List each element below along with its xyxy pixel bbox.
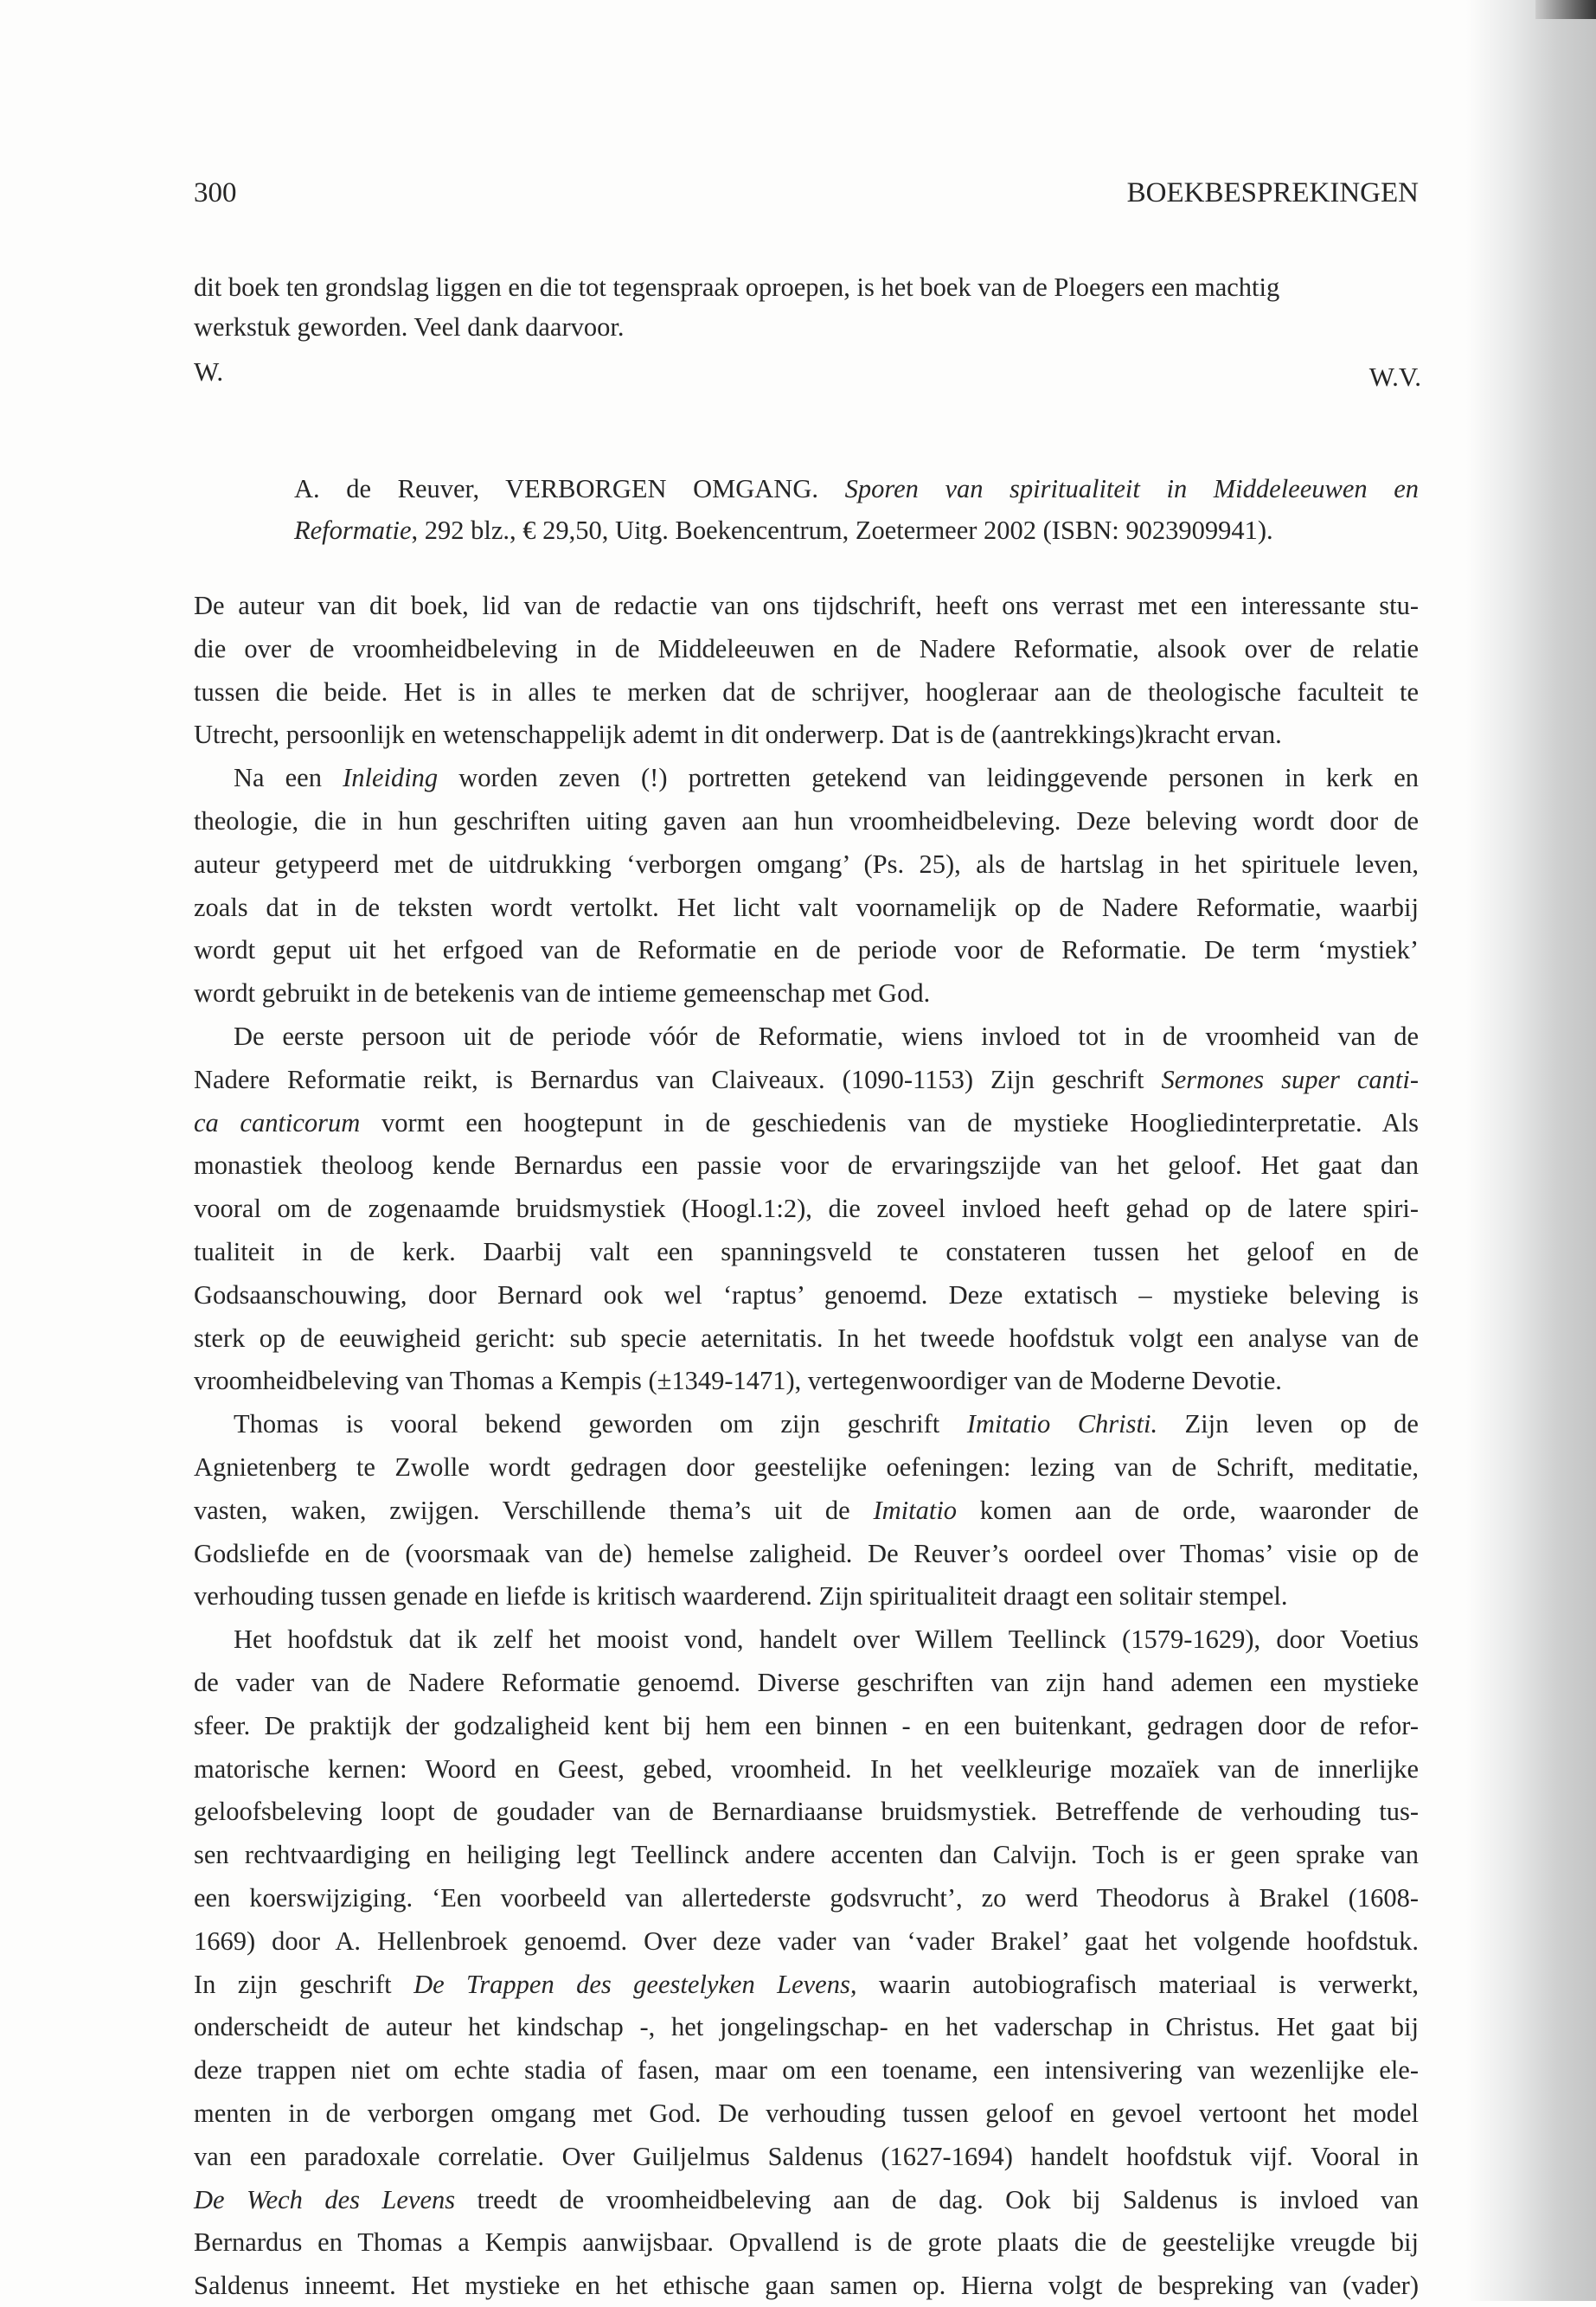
body-line — [194, 2135, 1419, 2178]
body-line — [194, 2092, 1419, 2135]
italic-title-text: De Trappen des geestelyken Levens, — [413, 1969, 857, 1999]
text-segment: wordt geput uit het erfgoed van de Reformatie en de periode voor de Reformatie. De term ‘mystiek’ — [194, 935, 1419, 965]
scan-corner-mark — [1535, 0, 1596, 19]
text-segment: sfeer. De praktijk der godzaligheid kent bij hem een binnen - en een buitenkant, gedragen door de refor- — [194, 1710, 1419, 1740]
text-segment: 1669) door A. Hellenbroek genoemd. Over deze vader van ‘vader Brakel’ gaat het volgende hoofdstuk. — [194, 1926, 1419, 1956]
italic-title-text: Sermones super canti- — [1161, 1064, 1419, 1094]
body-line — [194, 1445, 1419, 1489]
body-line — [194, 1747, 1419, 1791]
body-line — [194, 1101, 1419, 1144]
citation-line — [294, 467, 1419, 510]
text-segment: Agnietenberg te Zwolle wordt gedragen door geestelijke oefeningen: lezing van de Schrift, meditatie, — [194, 1452, 1419, 1482]
signature-left: W. — [194, 356, 224, 387]
text-segment: vasten, waken, zwijgen. Verschillende thema’s uit de — [194, 1495, 874, 1525]
text-segment: tussen die beide. Het is in alles te merken dat de schrijver, hoogleraar aan de theologische faculteit te — [194, 676, 1419, 707]
text-segment: vormt een hoogtepunt in de geschiedenis van de mystieke Hoogliedinterpretatie. Als — [360, 1107, 1419, 1137]
text-segment: de vader van de Nadere Reformatie genoemd. Diverse geschriften van zijn hand ademen een mystieke — [194, 1668, 1419, 1697]
text-segment: wordt gebruikt in de betekenis van de intieme gemeenschap met God. — [194, 978, 931, 1009]
italic-title-text: ca canticorum — [194, 1107, 361, 1137]
body-line — [194, 1058, 1419, 1101]
italic-title-text: Imitatio — [873, 1495, 958, 1525]
body-line — [194, 1790, 1419, 1833]
text-segment: Saldenus inneemt. Het mystieke en het ethische gaan samen op. Hierna volgt de bespreking van (vader) — [194, 2271, 1419, 2301]
body-line — [194, 1919, 1419, 1963]
body-line — [194, 1833, 1419, 1876]
text-segment: matorische kernen: Woord en Geest, gebed, vroomheid. In het veelkleurige mozaïek van de innerlijke — [194, 1753, 1419, 1784]
text-segment: vooral om de zogenaamde bruidsmystiek (Hoogl.1:2), die zoveel invloed heeft gehad op de latere spiri- — [194, 1194, 1419, 1224]
text-segment: Godsliefde en de (voorsmaak van de) hemelse zaligheid. De Reuver’s oordeel over Thomas’ visie op de — [194, 1538, 1419, 1568]
body-line — [194, 1273, 1419, 1317]
text-segment: sterk op de eeuwigheid gericht: sub specie aeternitatis. In het tweede hoofdstuk volgt een analyse van de — [194, 1323, 1419, 1353]
text-segment: auteur getypeerd met de uitdrukking ‘verborgen omgang’ (Ps. 25), als de hartslag in het spirituele leven, — [194, 849, 1419, 879]
italic-title-text: Inleiding — [343, 763, 439, 793]
text-segment: waarin autobiografisch materiaal is verwerkt, — [856, 1969, 1419, 1999]
text-segment: Godsaanschouwing, door Bernard ook wel ‘raptus’ genoemd. Deze extatisch – mystieke beleving is — [194, 1279, 1419, 1310]
citation-line — [294, 509, 1419, 552]
text-segment: Thomas is vooral bekend geworden om zijn geschrift — [234, 1409, 967, 1439]
body-line — [194, 1532, 1419, 1575]
body-line — [194, 1963, 1419, 2006]
text-segment: theologie, die in hun geschriften uiting gaven aan hun vroomheidbeleving. Deze beleving wordt door de — [194, 806, 1419, 836]
body-line — [194, 2178, 1419, 2221]
text-segment: In zijn geschrift — [194, 1969, 414, 1999]
page-number: 300 — [194, 177, 237, 208]
text-segment: Bernardus en Thomas a Kempis aanwijsbaar. Opvallend is de grote plaats die de geestelijke vreugde bij — [194, 2227, 1419, 2258]
text-segment: Na een — [234, 763, 343, 793]
text-segment: vroomheidbeleving van Thomas a Kempis (±1349-1471), vertegenwoordiger van de Moderne Devotie. — [194, 1366, 1282, 1396]
italic-title-text: Imitatio Christi. — [966, 1409, 1158, 1439]
running-header: BOEKBESPREKINGEN — [1126, 177, 1419, 208]
text-segment: Zijn leven op de — [1157, 1409, 1419, 1439]
text-segment: menten in de verborgen omgang met God. De verhouding tussen geloof en gevoel vertoont het model — [194, 2099, 1419, 2128]
body-line — [194, 2005, 1419, 2048]
italic-title-text: De Wech des Levens — [194, 2184, 456, 2214]
text-segment: A. de Reuver, VERBORGEN OMGANG. — [294, 474, 845, 503]
text-segment: die over de vroomheidbeleving in de Middeleeuwen en de Nadere Reformatie, alsook over de relatie — [194, 633, 1419, 663]
body-line — [194, 1489, 1419, 1532]
text-segment: worden zeven (!) portretten getekend van leidinggevende personen in kerk en — [438, 763, 1419, 793]
body-line — [194, 1574, 1419, 1618]
text-segment: treedt de vroomheidbeleving aan de dag. Ook bij Saldenus is invloed van — [455, 2184, 1419, 2214]
body-line — [194, 1704, 1419, 1747]
body-line — [194, 1359, 1419, 1402]
text-segment: een koerswijziging. ‘Een voorbeeld van allertederste godsvrucht’, zo werd Theodorus à Brakel (1608- — [194, 1883, 1419, 1913]
body-line — [194, 1187, 1419, 1230]
text-segment: sen rechtvaardiging en heiliging legt Teellinck andere accenten dan Calvijn. Toch is er geen sprake van — [194, 1840, 1419, 1870]
text-segment: monastiek theoloog kende Bernardus een passie voor de ervaringszijde van het geloof. Het gaat dan — [194, 1150, 1419, 1181]
text-segment: De auteur van dit boek, lid van de redactie van ons tijdschrift, heeft ons verrast met een interessante stu- — [194, 591, 1419, 620]
body-line — [194, 670, 1419, 714]
body-line — [234, 1402, 1419, 1445]
text-segment: deze trappen niet om echte stadia of fasen, maar om een toename, een intensivering van wezenlijke ele- — [194, 2055, 1419, 2086]
text-segment: De eerste persoon uit de periode vóór de Reformatie, wiens invloed tot in de vroomheid van de — [234, 1022, 1419, 1051]
body-line — [194, 1230, 1419, 1273]
italic-title-text: Reformatie — [294, 516, 412, 545]
italic-title-text: Sporen van spiritualiteit in Middeleeuwen en — [844, 474, 1419, 503]
text-segment: komen aan de orde, waaronder de — [957, 1495, 1419, 1525]
previous-review-line: werkstuk geworden. Veel dank daarvoor. — [194, 312, 625, 342]
previous-review-line: dit boek ten grondslag liggen en die tot tegenspraak oproepen, is het boek van de Ploegers een machtig — [194, 272, 1280, 302]
body-line — [194, 584, 1419, 627]
text-segment: Nadere Reformatie reikt, is Bernardus van Claiveaux. (1090-1153) Zijn geschrift — [194, 1064, 1162, 1094]
body-line — [194, 1317, 1419, 1360]
body-line — [194, 1876, 1419, 1919]
text-segment: van een paradoxale correlatie. Over Guiljelmus Saldenus (1627-1694) handelt hoofdstuk vijf. Vooral in — [194, 2141, 1419, 2171]
body-line — [234, 756, 1419, 799]
body-line — [194, 1661, 1419, 1704]
text-segment: , 292 blz., € 29,50, Uitg. Boekencentrum, Zoetermeer 2002 (ISBN: 9023909941). — [411, 516, 1273, 545]
body-line — [194, 971, 1419, 1015]
body-line — [234, 1015, 1419, 1058]
body-line — [194, 886, 1419, 929]
text-segment: zoals dat in de teksten wordt vertolkt. Het licht valt voornamelijk op de Nadere Reformatie, waarbij — [194, 892, 1419, 922]
body-line — [194, 1144, 1419, 1187]
text-segment: tualiteit in de kerk. Daarbij valt een spanningsveld te constateren tussen het geloof en de — [194, 1237, 1419, 1266]
signature-right: W.V. — [1368, 362, 1421, 392]
body-line — [194, 713, 1419, 756]
body-line — [194, 928, 1419, 971]
text-segment: Het hoofdstuk dat ik zelf het mooist vond, handelt over Willem Teellinck (1579-1629), door Voetius — [234, 1625, 1419, 1655]
text-segment: geloofsbeleving loopt de goudader van de Bernardiaanse bruidsmystiek. Betreffende de verhouding tus- — [194, 1797, 1419, 1827]
body-line — [234, 1618, 1419, 1661]
body-line — [194, 627, 1419, 670]
text-segment: Utrecht, persoonlijk en wetenschappelijk ademt in dit onderwerp. Dat is de (aantrekkings)kracht ervan. — [194, 720, 1282, 750]
body-line — [194, 2048, 1419, 2092]
body-line — [194, 799, 1419, 843]
page-edge-shadow — [1466, 0, 1596, 2301]
body-line — [194, 2220, 1419, 2264]
body-line — [194, 843, 1419, 886]
text-segment: onderscheidt de auteur het kindschap -, het jongelingschap- en het vaderschap in Christus. Het gaat bij — [194, 2012, 1419, 2042]
text-segment: verhouding tussen genade en liefde is kritisch waarderend. Zijn spiritualiteit draagt een solitair stempel. — [194, 1581, 1288, 1612]
